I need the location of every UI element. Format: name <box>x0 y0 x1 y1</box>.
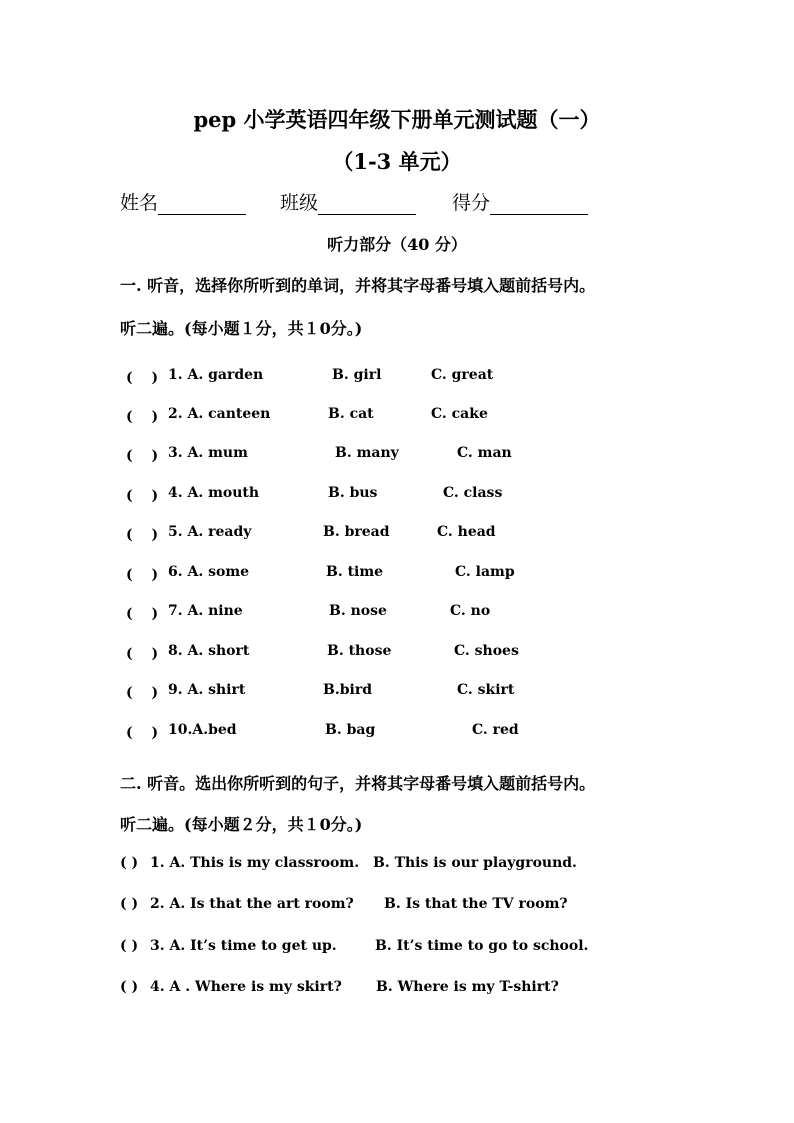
question-option-c: C. skirt <box>457 682 515 698</box>
question-option-a: 8. A. short <box>168 643 250 659</box>
part2-instruction: 二. 听音。选出你所听到的句子，并将其字母番号填入题前括号内。 <box>120 774 596 793</box>
question-option-b: B.bird <box>323 682 372 698</box>
question-option-a: 10.A.bed <box>168 722 237 738</box>
answer-paren: ( ) <box>126 725 159 741</box>
part1-instruction-2: 听二遍。(每小题１分，共１0分。) <box>120 319 363 338</box>
answer-paren: ( ) <box>126 567 159 583</box>
question-option-a: 5. A. ready <box>168 524 252 540</box>
question-option-c: C. cake <box>431 406 488 422</box>
name-blank <box>158 194 246 215</box>
score-label: 得分 <box>452 192 491 214</box>
question-option-b: B. bag <box>325 722 376 738</box>
question-option-c: C. class <box>443 485 503 501</box>
part2-instruction-2: 听二遍。(每小题２分，共１0分。) <box>120 815 363 834</box>
class-label: 班级 <box>280 192 319 214</box>
answer-paren: ( ) <box>126 448 159 464</box>
answer-paren: ( ) <box>120 855 139 871</box>
class-blank <box>318 194 416 215</box>
question-option-a: 3. A. It’s time to get up. <box>150 938 337 954</box>
question-option-a: 7. A. nine <box>168 603 243 619</box>
question-option-c: C. no <box>450 603 491 619</box>
section-title: 听力部分（40 分） <box>327 235 467 254</box>
question-option-b: B. girl <box>332 367 382 383</box>
question-option-b: B. bread <box>323 524 390 540</box>
question-option-c: C. head <box>437 524 496 540</box>
question-option-a: 3. A. mum <box>168 445 248 461</box>
question-option-b: B. those <box>327 643 392 659</box>
page-subtitle: （1-3 单元） <box>332 149 462 174</box>
question-option-a: 6. A. some <box>168 564 250 580</box>
answer-paren: ( ) <box>126 409 159 425</box>
answer-paren: ( ) <box>120 979 139 995</box>
question-option-b: B. nose <box>329 603 387 619</box>
answer-paren: ( ) <box>126 370 159 386</box>
class-field <box>280 188 416 215</box>
question-option-a: 1. A. garden <box>168 367 264 383</box>
part1-instruction: 一. 听音，选择你所听到的单词，并将其字母番号填入题前括号内。 <box>120 276 596 295</box>
question-option-c: C. great <box>431 367 494 383</box>
answer-paren: ( ) <box>126 646 159 662</box>
question-option-b: B. many <box>335 445 399 461</box>
question-option-b: B. It’s time to go to school. <box>375 938 589 954</box>
question-option-a: 4. A . Where is my skirt? <box>150 979 342 995</box>
answer-paren: ( ) <box>126 527 159 543</box>
page-title: pep 小学英语四年级下册单元测试题（一） <box>193 107 601 132</box>
question-option-c: C. man <box>457 445 512 461</box>
answer-paren: ( ) <box>126 606 159 622</box>
question-option-b: B. cat <box>328 406 374 422</box>
name-label: 姓名 <box>120 192 159 214</box>
answer-paren: ( ) <box>120 938 139 954</box>
question-option-c: C. shoes <box>454 643 519 659</box>
question-option-b: B. This is our playground. <box>373 855 577 871</box>
question-option-c: C. lamp <box>455 564 515 580</box>
question-option-b: B. bus <box>328 485 378 501</box>
answer-paren: ( ) <box>126 685 159 701</box>
question-option-c: C. red <box>472 722 519 738</box>
question-option-b: B. Is that the TV room? <box>384 896 568 912</box>
name-field <box>120 188 246 215</box>
answer-paren: ( ) <box>120 896 139 912</box>
score-field <box>452 188 588 215</box>
question-option-a: 2. A. canteen <box>168 406 271 422</box>
question-option-a: 2. A. Is that the art room? <box>150 896 354 912</box>
question-option-b: B. time <box>326 564 384 580</box>
question-option-a: 4. A. mouth <box>168 485 260 501</box>
question-option-a: 1. A. This is my classroom. <box>150 855 360 871</box>
question-option-b: B. Where is my T-shirt? <box>376 979 559 995</box>
question-option-a: 9. A. shirt <box>168 682 246 698</box>
score-blank <box>490 194 588 215</box>
answer-paren: ( ) <box>126 488 159 504</box>
